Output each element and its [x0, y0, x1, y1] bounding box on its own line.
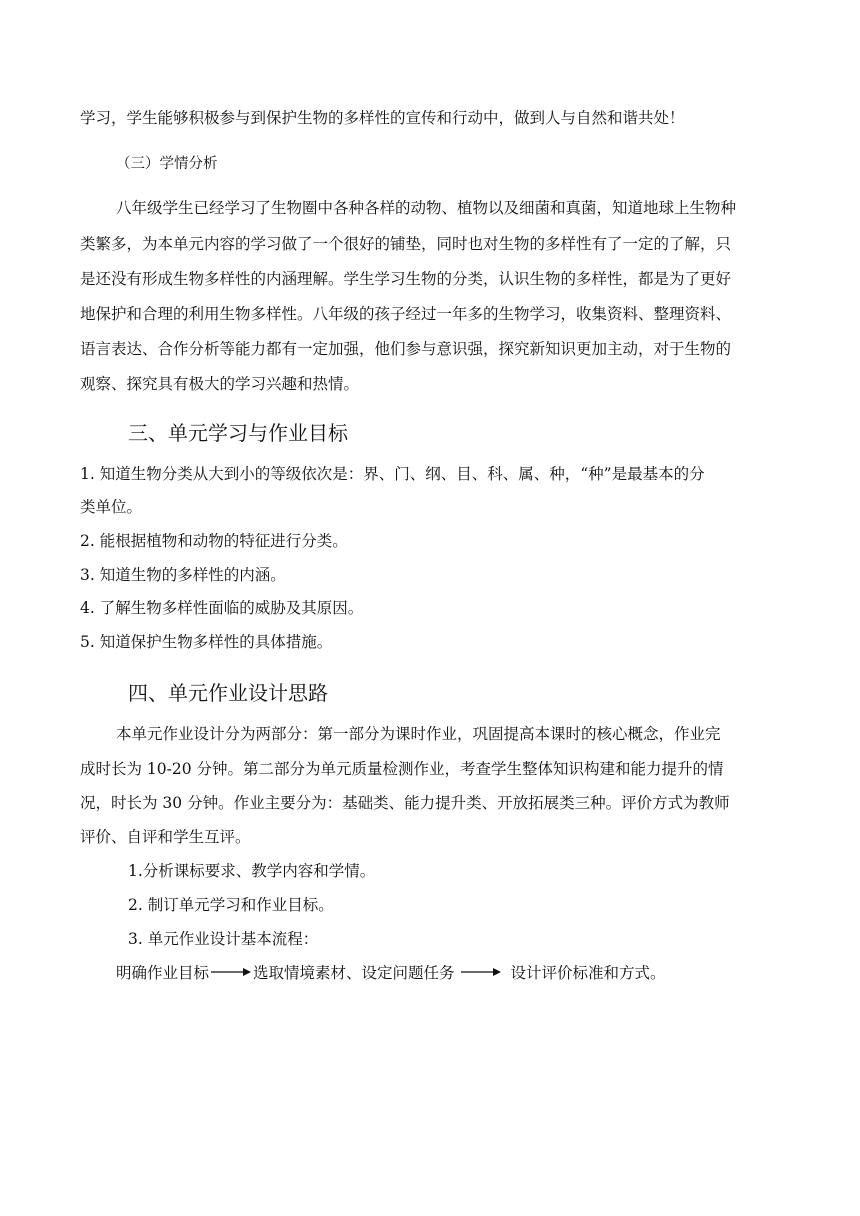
section-four-title: 四、单元作业设计思路 [128, 681, 328, 705]
paragraph-line: 语言表达、合作分析等能力都有一定加强，他们参与意识强，探究新知识更加主动，对于生物的 [80, 340, 732, 358]
arrow-right-icon [461, 965, 501, 979]
step-item: 2. 制订单元学习和作业目标。 [128, 896, 334, 914]
paragraph-line: 观察、探究具有极大的学习兴趣和热情。 [80, 375, 360, 393]
paragraph-line: 评价、自评和学生互评。 [80, 828, 251, 846]
paragraph-line: 况，时长为 30 分钟。作业主要分为：基础类、能力提升类、开放拓展类三种。评价方式为教师 [80, 794, 730, 812]
paragraph-line: 类繁多，为本单元内容的学习做了一个很好的铺垫，同时也对生物的多样性有了一定的了解，只 [80, 235, 732, 253]
arrow-right-icon [211, 965, 251, 979]
flow-step-select-materials: 选取情境素材、设定问题任务 [253, 964, 455, 982]
step-item: 1.分析课标要求、教学内容和学情。 [128, 862, 376, 880]
objective-item: 类单位。 [80, 498, 143, 516]
workflow-diagram [116, 961, 666, 983]
flow-step-set-goals: 明确作业目标 [116, 964, 210, 982]
objective-item: 5. 知道保护生物多样性的具体措施。 [80, 633, 333, 651]
objective-item: 1. 知道生物分类从大到小的等级依次是：界、门、纲、目、科、属、种，“种”是最基本的分 [80, 465, 705, 483]
paragraph-line: 八年级学生已经学习了生物圈中各种各样的动物、植物以及细菌和真菌，知道地球上生物种 [116, 199, 737, 217]
objective-item: 4. 了解生物多样性面临的威胁及其原因。 [80, 599, 364, 617]
intro-line: 学习，学生能够积极参与到保护生物的多样性的宣传和行动中，做到人与自然和谐共处！ [80, 109, 685, 127]
objective-item: 3. 知道生物的多样性的内涵。 [80, 566, 286, 584]
paragraph-line: 是还没有形成生物多样性的内涵理解。学生学习生物的分类，认识生物的多样性，都是为了更好 [80, 270, 732, 288]
flow-step-evaluation: 设计评价标准和方式。 [510, 964, 666, 982]
paragraph-line: 本单元作业设计分为两部分：第一部分为课时作业，巩固提高本课时的核心概念，作业完 [116, 725, 721, 743]
section-three-title: 三、单元学习与作业目标 [128, 421, 348, 445]
student-analysis-title: （三）学情分析 [116, 156, 218, 172]
paragraph-line: 地保护和合理的利用生物多样性。八年级的孩子经过一年多的生物学习，收集资料、整理资料、 [80, 305, 732, 323]
paragraph-line: 成时长为 10-20 分钟。第二部分为单元质量检测作业，考查学生整体知识构建和能力提升的情 [80, 760, 724, 778]
step-item: 3. 单元作业设计基本流程： [128, 930, 319, 948]
objective-item: 2. 能根据植物和动物的特征进行分类。 [80, 532, 348, 550]
